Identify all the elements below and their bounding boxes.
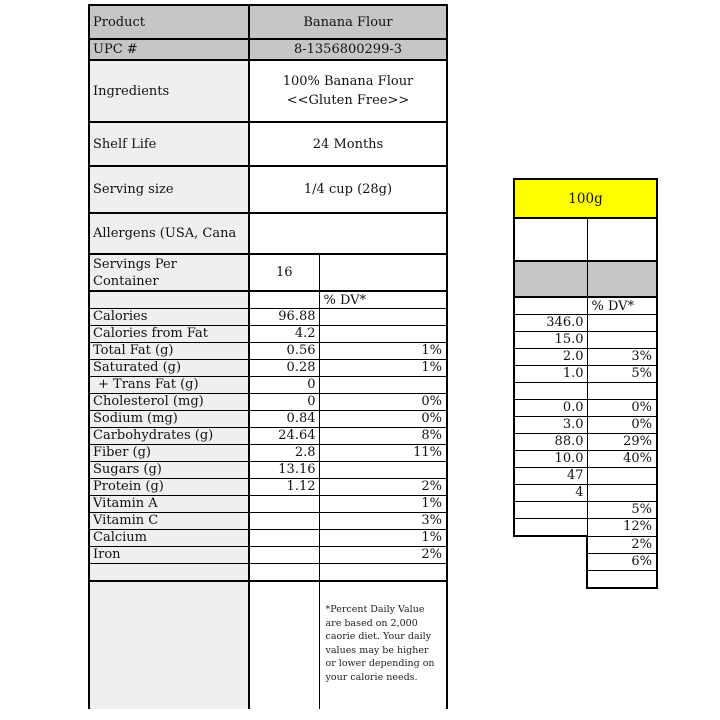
per-100g-row [514, 519, 657, 537]
per-100g-dv: 5% [587, 366, 657, 383]
allergens-label: Allergens (USA, Cana [89, 213, 249, 254]
table-row-dv-header [89, 291, 447, 309]
per-serving-value [249, 513, 319, 530]
blank-cell [587, 218, 657, 261]
per-100g-dv: 3% [587, 349, 657, 366]
per-100g-header-row [514, 179, 657, 218]
per-100g-row [514, 451, 657, 468]
per-100g-dv: 0% [587, 400, 657, 417]
per-100g-dv: 29% [587, 434, 657, 451]
nutrient-row [89, 547, 447, 564]
per-100g-dv [587, 383, 657, 400]
nutrient-row [89, 445, 447, 462]
per-serving-dv: 3% [319, 513, 447, 530]
product-value: Banana Flour [249, 5, 447, 39]
per-serving-value: 0 [249, 394, 319, 411]
per-100g-row [514, 468, 657, 485]
per-100g-dv: 2% [587, 536, 657, 553]
nutrient-label: Fiber (g) [89, 445, 249, 462]
per-100g-value: 10.0 [514, 451, 587, 468]
per-serving-dv: 0% [319, 394, 447, 411]
per-100g-row [514, 536, 657, 553]
per-serving-dv: 2% [319, 479, 447, 496]
per-100g-dv [587, 315, 657, 332]
per-100g-value: 2.0 [514, 349, 587, 366]
per-serving-value [249, 547, 319, 564]
dv-header-spacer2 [249, 291, 319, 309]
nutrient-label: Carbohydrates (g) [89, 428, 249, 445]
ingredients-line1: 100% Banana Flour [282, 74, 414, 89]
per-100g-dv: 12% [587, 519, 657, 537]
shelf-life-label: Shelf Life [89, 122, 249, 166]
dv-header-left: % DV* [319, 291, 447, 309]
nutrient-label: Calories from Fat [89, 326, 249, 343]
nutrient-row [89, 394, 447, 411]
per-100g-value: 15.0 [514, 332, 587, 349]
per-100g-empty-row [514, 570, 657, 588]
per-serving-value: 2.8 [249, 445, 319, 462]
nutrient-row [89, 462, 447, 479]
nutrient-label: Cholesterol (mg) [89, 394, 249, 411]
nutrient-row [89, 343, 447, 360]
per-serving-dv: 2% [319, 547, 447, 564]
nutrient-label: Vitamin A [89, 496, 249, 513]
upc-label: UPC # [89, 39, 249, 60]
per-100g-dv: 40% [587, 451, 657, 468]
nutrient-label: Protein (g) [89, 479, 249, 496]
per-100g-dv [587, 485, 657, 502]
per-100g-value: 47 [514, 468, 587, 485]
per-100g-blank-row [514, 218, 657, 261]
gray-cell [514, 261, 587, 297]
blank-cell [514, 218, 587, 261]
per-100g-value [514, 502, 587, 519]
per-serving-value: 24.64 [249, 428, 319, 445]
per-100g-row [514, 315, 657, 332]
nutrient-row [89, 326, 447, 343]
per-serving-value: 13.16 [249, 462, 319, 479]
servings-dv-cell [319, 254, 447, 291]
servings-label: Servings Per Container [89, 254, 249, 291]
nutrient-label: Sodium (mg) [89, 411, 249, 428]
per-100g-value: 4 [514, 485, 587, 502]
ingredients-line2: <<Gluten Free>> [286, 93, 410, 108]
per-100g-dv: 6% [587, 553, 657, 570]
nutrient-label: Calories [89, 309, 249, 326]
shelf-life-value: 24 Months [249, 122, 447, 166]
per-serving-value: 0.56 [249, 343, 319, 360]
per-100g-row [514, 349, 657, 366]
nutrient-row [89, 309, 447, 326]
per-100g-value: 1.0 [514, 366, 587, 383]
per-serving-value [249, 530, 319, 547]
empty-row [89, 564, 447, 582]
dv-header-spacer [89, 291, 249, 309]
spacer-cell [514, 536, 587, 553]
gray-cell [587, 261, 657, 297]
footnote-spacer-cell [249, 581, 319, 709]
nutrient-row [89, 496, 447, 513]
per-100g-value: 346.0 [514, 315, 587, 332]
per-100g-value: 88.0 [514, 434, 587, 451]
per-100g-value [514, 519, 587, 537]
footnote-label-cell [89, 581, 249, 709]
per-100g-value: 0.0 [514, 400, 587, 417]
per-100g-value [514, 383, 587, 400]
dv-header-spacer [514, 297, 587, 315]
per-100g-dv: 0% [587, 417, 657, 434]
spacer-cell [514, 553, 587, 570]
nutrient-label: Total Fat (g) [89, 343, 249, 360]
per-serving-dv [319, 377, 447, 394]
per-serving-dv: 1% [319, 496, 447, 513]
per-100g-row [514, 553, 657, 570]
per-serving-dv [319, 462, 447, 479]
empty-dv-cell [587, 570, 657, 588]
dv-header-right: % DV* [587, 297, 657, 315]
per-serving-dv: 8% [319, 428, 447, 445]
per-serving-dv: 1% [319, 360, 447, 377]
servings-value: 16 [249, 254, 319, 291]
table-row-serving-size [89, 166, 447, 213]
nutrient-row [89, 428, 447, 445]
per-100g-row [514, 485, 657, 502]
nutrient-row [89, 513, 447, 530]
nutrient-label: Calcium [89, 530, 249, 547]
per-100g-dv: 5% [587, 502, 657, 519]
nutrient-row [89, 411, 447, 428]
dv-footnote-text: *Percent Daily Value are based on 2,000 caorie diet. Your daily values may be higher or lower depending on your calorie needs. [319, 581, 447, 709]
per-serving-value: 96.88 [249, 309, 319, 326]
per-serving-dv [319, 309, 447, 326]
serving-size-label: Serving size [89, 166, 249, 213]
ingredients-value [249, 60, 447, 122]
table-row-footnote [89, 581, 447, 709]
per-100g-dv [587, 332, 657, 349]
per-serving-dv: 1% [319, 343, 447, 360]
nutrient-label: Iron [89, 547, 249, 564]
per-100g-gray-row [514, 261, 657, 297]
table-row-product [89, 5, 447, 39]
nutrient-row [89, 479, 447, 496]
per-serving-value: 0.84 [249, 411, 319, 428]
table-row-servings-per-container [89, 254, 447, 291]
empty-dv-cell [319, 564, 447, 582]
per-serving-dv: 11% [319, 445, 447, 462]
per-serving-value: 4.2 [249, 326, 319, 343]
nutrient-label: + Trans Fat (g) [89, 377, 249, 394]
per-100g-row [514, 366, 657, 383]
table-row-ingredients [89, 60, 447, 122]
nutrient-row [89, 377, 447, 394]
per-100g-row [514, 502, 657, 519]
per-serving-value [249, 496, 319, 513]
per-100g-header: 100g [514, 179, 657, 218]
per-100g-row [514, 417, 657, 434]
ingredients-label: Ingredients [89, 60, 249, 122]
upc-value: 8-1356800299-3 [249, 39, 447, 60]
table-row-shelf-life [89, 122, 447, 166]
nutrient-row [89, 360, 447, 377]
product-label: Product [89, 5, 249, 39]
spacer-cell [514, 570, 587, 588]
per-serving-value: 0 [249, 377, 319, 394]
serving-size-value: 1/4 cup (28g) [249, 166, 447, 213]
per-serving-value: 0.28 [249, 360, 319, 377]
table-row-allergens [89, 213, 447, 254]
nutrient-label: Vitamin C [89, 513, 249, 530]
per-serving-dv: 0% [319, 411, 447, 428]
per-100g-dv [587, 468, 657, 485]
per-100g-row [514, 400, 657, 417]
empty-label-cell [89, 564, 249, 582]
per-100g-dv-header-row [514, 297, 657, 315]
nutrient-label: Sugars (g) [89, 462, 249, 479]
per-100g-table [513, 178, 658, 589]
product-spec-table [88, 4, 448, 709]
table-row-upc [89, 39, 447, 60]
per-serving-value: 1.12 [249, 479, 319, 496]
per-serving-dv: 1% [319, 530, 447, 547]
empty-value-cell [249, 564, 319, 582]
nutrient-row [89, 530, 447, 547]
per-100g-value: 3.0 [514, 417, 587, 434]
per-100g-row [514, 434, 657, 451]
allergens-value [249, 213, 447, 254]
per-100g-row [514, 332, 657, 349]
per-100g-row [514, 383, 657, 400]
per-serving-dv [319, 326, 447, 343]
nutrient-label: Saturated (g) [89, 360, 249, 377]
